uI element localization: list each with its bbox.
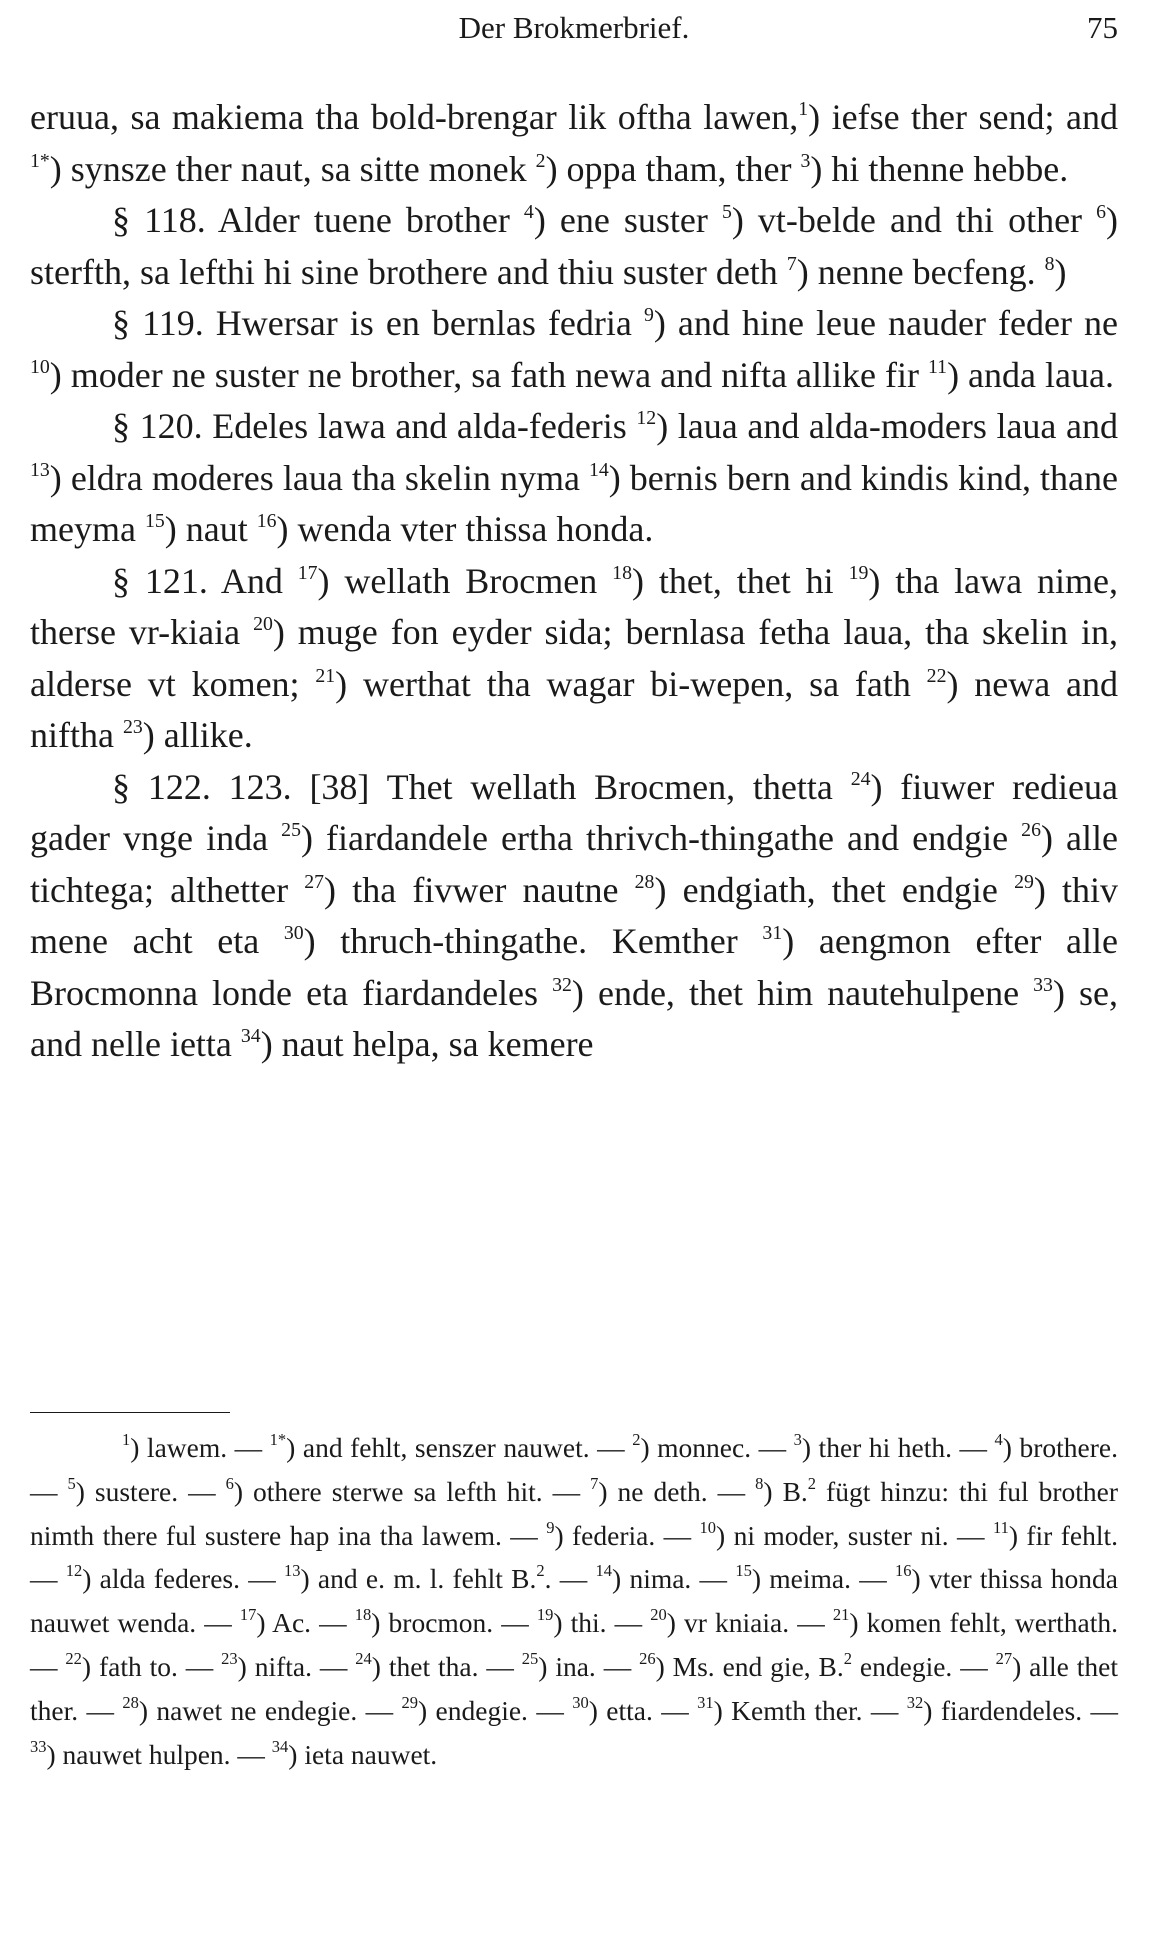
page-number: 75 (1087, 10, 1118, 45)
paragraph-120: § 120. Edeles lawa and alda-federis $^{12}$) laua and alda-moders laua and $^{13}$) eldra moderes laua tha skelin nyma $^{14}$) bernis bern and kindis kind, thane meyma $^{15}$) naut $^{16}$) wenda vter thissa honda. (30, 406, 1118, 549)
running-header (30, 10, 1118, 50)
footnote-text: $^1$) lawem. — $^{1*}$) and fehlt, senszer nauwet. — $^2$) monnec. — $^3$) ther hi heth. — $^4$) brothere. — $^5$) sustere. — $^6$) othere sterwe sa lefth hit. — $^7$) ne deth. — $^8$) B.$^2$ fügt hinzu: thi ful brother nimth there ful sustere hap ina tha lawem. — $^9$) federia. — $^{10}$) ni moder, suster ni. — $^{11}$) fir fehlt. — $^{12}$) alda federes. — $^{13}$) and e. m. l. fehlt B.$^2$. — $^{14}$) nima. — $^{15}$) meima. — $^{16}$) vter thissa honda nauwet wenda. — $^{17}$) Ac. — $^{18}$) brocmon. — $^{19}$) thi. — $^{20}$) vr kniaia. — $^{21}$) komen fehlt, werthath. — $^{22}$) fath to. — $^{23}$) nifta. — $^{24}$) thet tha. — $^{25}$) ina. — $^{26}$) Ms. end gie, B.$^2$ endegie. — $^{27}$) alle thet ther. — $^{28}$) nawet ne endegie. — $^{29}$) endegie. — $^{30}$) etta. — $^{31}$) Kemth ther. — $^{32}$) fiardendeles. — $^{33}$) nauwet hulpen. — $^{34}$) ieta nauwet. (30, 1430, 1119, 1770)
running-title: Der Brokmerbrief. (458, 10, 690, 45)
footnotes (30, 1426, 1118, 1776)
paragraph-119: § 119. Hwersar is en bernlas fedria $^9$) and hine leue nauder feder ne $^{10}$) moder ne suster ne brother, sa fath newa and nifta allike fir $^{11}$) anda laua. (30, 303, 1118, 395)
main-text (30, 92, 1118, 1071)
footnote-divider (30, 1412, 230, 1413)
paragraph-122-123: § 122. 123. [38] Thet wellath Brocmen, thetta $^{24}$) fiuwer redieua gader vnge inda $^{25}$) fiardandele ertha thrivch-thingathe and endgie $^{26}$) alle tichtega; althetter $^{27}$) tha fivwer nautne $^{28}$) endgiath, thet endgie $^{29}$) thiv mene acht eta $^{30}$) thruch-thingathe. Kemther $^{31}$) aengmon efter alle Brocmonna londe eta fiardandeles $^{32}$) ende, thet him nautehulpene $^{33}$) se, and nelle ietta $^{34}$) naut helpa, sa kemere (30, 766, 1119, 1064)
paragraph-121: § 121. And $^{17}$) wellath Brocmen $^{18}$) thet, thet hi $^{19}$) tha lawa nime, therse vr-kiaia $^{20}$) muge fon eyder sida; bernlasa fetha laua, tha skelin in, alderse vt komen; $^{21}$) werthat tha wagar bi-wepen, sa fath $^{22}$) newa and niftha $^{23}$) allike. (30, 560, 1119, 755)
paragraph-118: § 118. Alder tuene brother $^4$) ene suster $^5$) vt-belde and thi other $^6$) sterfth, sa lefthi hi sine brothere and thiu suster deth $^7$) nenne becfeng. $^8$) (30, 200, 1118, 292)
paragraph-continuation: eruua, sa makiema tha bold-brengar lik oftha lawen,$^1$) iefse ther send; and $^{1*}$) synsze ther naut, sa sitte monek $^2$) oppa tham, ther $^3$) hi thenne hebbe. (30, 97, 1118, 189)
